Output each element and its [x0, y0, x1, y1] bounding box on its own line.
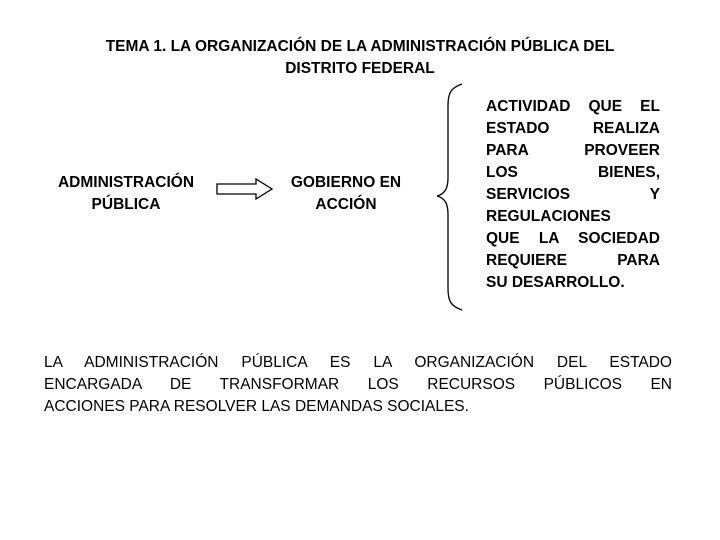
definition-line: ACTIVIDAD QUE EL: [486, 98, 660, 115]
gobierno-label-line-2: ACCIÓN: [315, 196, 377, 213]
right-arrow-icon: [216, 178, 274, 200]
definition-paragraph: [44, 352, 672, 418]
definition-line: REGULACIONES: [486, 208, 611, 225]
paragraph-line: LA ADMINISTRACIÓN PÚBLICA ES LA ORGANIZACIÓN DEL ESTADO: [44, 354, 672, 371]
definition-line: PARA PROVEER: [486, 142, 660, 159]
definition-line: REQUIERE PARA: [486, 252, 660, 269]
definition-line: ESTADO REALIZA: [486, 120, 660, 137]
administracion-publica-label: [36, 172, 216, 216]
admin-label-line-2: PÚBLICA: [91, 196, 161, 213]
paragraph-line: ACCIONES PARA RESOLVER LAS DEMANDAS SOCIALES.: [44, 398, 469, 415]
definition-text: [486, 96, 660, 294]
definition-line: QUE LA SOCIEDAD: [486, 230, 660, 247]
gobierno-en-accion-label: [276, 172, 416, 216]
admin-label-line-1: ADMINISTRACIÓN: [57, 174, 195, 191]
definition-line: LOS BIENES,: [486, 164, 660, 181]
definition-line: SERVICIOS Y: [486, 186, 660, 203]
page-title: [40, 36, 680, 80]
title-line-2: DISTRITO FEDERAL: [285, 60, 435, 77]
gobierno-label-line-1: GOBIERNO EN: [290, 174, 402, 191]
title-line-1: TEMA 1. LA ORGANIZACIÓN DE LA ADMINISTRACIÓN PÚBLICA DEL: [105, 38, 615, 55]
definition-line: SU DESARROLLO.: [486, 274, 625, 291]
curly-brace-icon: [434, 82, 468, 312]
paragraph-line: ENCARGADA DE TRANSFORMAR LOS RECURSOS PÚBLICOS EN: [44, 376, 672, 393]
